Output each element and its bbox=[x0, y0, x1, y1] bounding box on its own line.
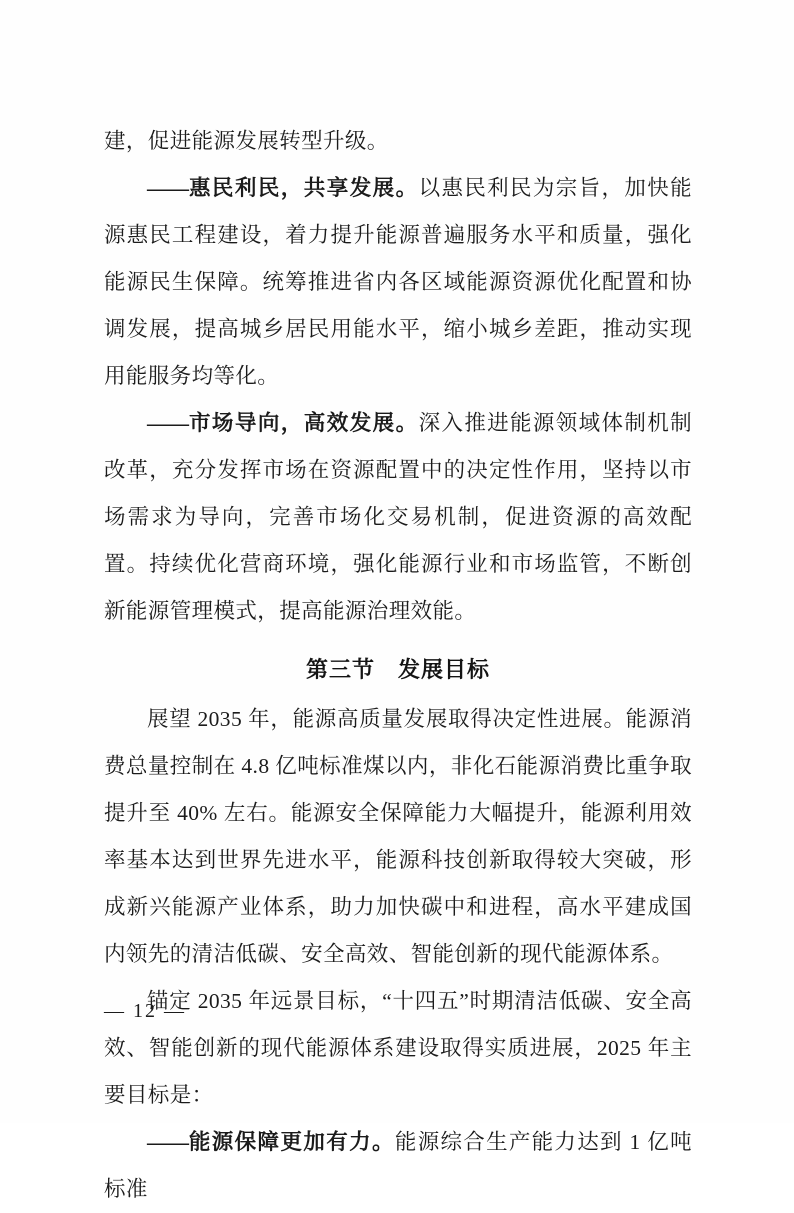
paragraph-huimin bbox=[104, 165, 692, 400]
paragraph-text: 锚定 2035 年远景目标，“十四五”时期清洁低碳、安全高效、智能创新的现代能源体系建设取得实质进展，2025 年主要目标是： bbox=[104, 989, 692, 1107]
paragraph-text: 建，促进能源发展转型升级。 bbox=[104, 129, 389, 153]
paragraph-lead: 能源保障更加有力。 bbox=[188, 1130, 395, 1154]
document-body bbox=[104, 118, 692, 1213]
em-dash-prefix: —— bbox=[147, 176, 188, 200]
paragraph-2035-vision bbox=[104, 696, 692, 978]
paragraph-text: 能源综合生产能力达到 1 亿吨标准 bbox=[104, 1130, 692, 1201]
paragraph-lead: 市场导向，高效发展。 bbox=[188, 411, 419, 435]
paragraph-text: 深入推进能源领域体制机制改革，充分发挥市场在资源配置中的决定性作用，坚持以市场需求为导向，完善市场化交易机制，促进资源的高效配置。持续优化营商环境，强化能源行业和市场监管，不断创新能源管理模式，提高能源治理效能。 bbox=[104, 411, 692, 623]
paragraph-energy-security bbox=[104, 1119, 692, 1213]
em-dash-prefix: —— bbox=[147, 1130, 188, 1154]
paragraph-continuation bbox=[104, 118, 692, 165]
em-dash-prefix: —— bbox=[147, 411, 188, 435]
paragraph-text: 展望 2035 年，能源高质量发展取得决定性进展。能源消费总量控制在 4.8 亿吨标准煤以内，非化石能源消费比重争取提升至 40% 左右。能源安全保障能力大幅提升，能源利用效率基本达到世界先进水平，能源科技创新取得较大突破，形成新兴能源产业体系，助力加快碳中和进程，高水平建成国内领先的清洁低碳、安全高效、智能创新的现代能源体系。 bbox=[104, 707, 692, 966]
paragraph-lead: 惠民利民，共享发展。 bbox=[188, 176, 419, 200]
page-number: — 12 — bbox=[104, 1000, 186, 1022]
paragraph-shichang bbox=[104, 400, 692, 635]
section-heading: 第三节 发展目标 bbox=[305, 657, 490, 682]
paragraph-text: 以惠民利民为宗旨，加快能源惠民工程建设，着力提升能源普遍服务水平和质量，强化能源民生保障。统筹推进省内各区域能源资源优化配置和协调发展，提高城乡居民用能水平，缩小城乡差距，推动实现用能服务均等化。 bbox=[104, 176, 692, 388]
